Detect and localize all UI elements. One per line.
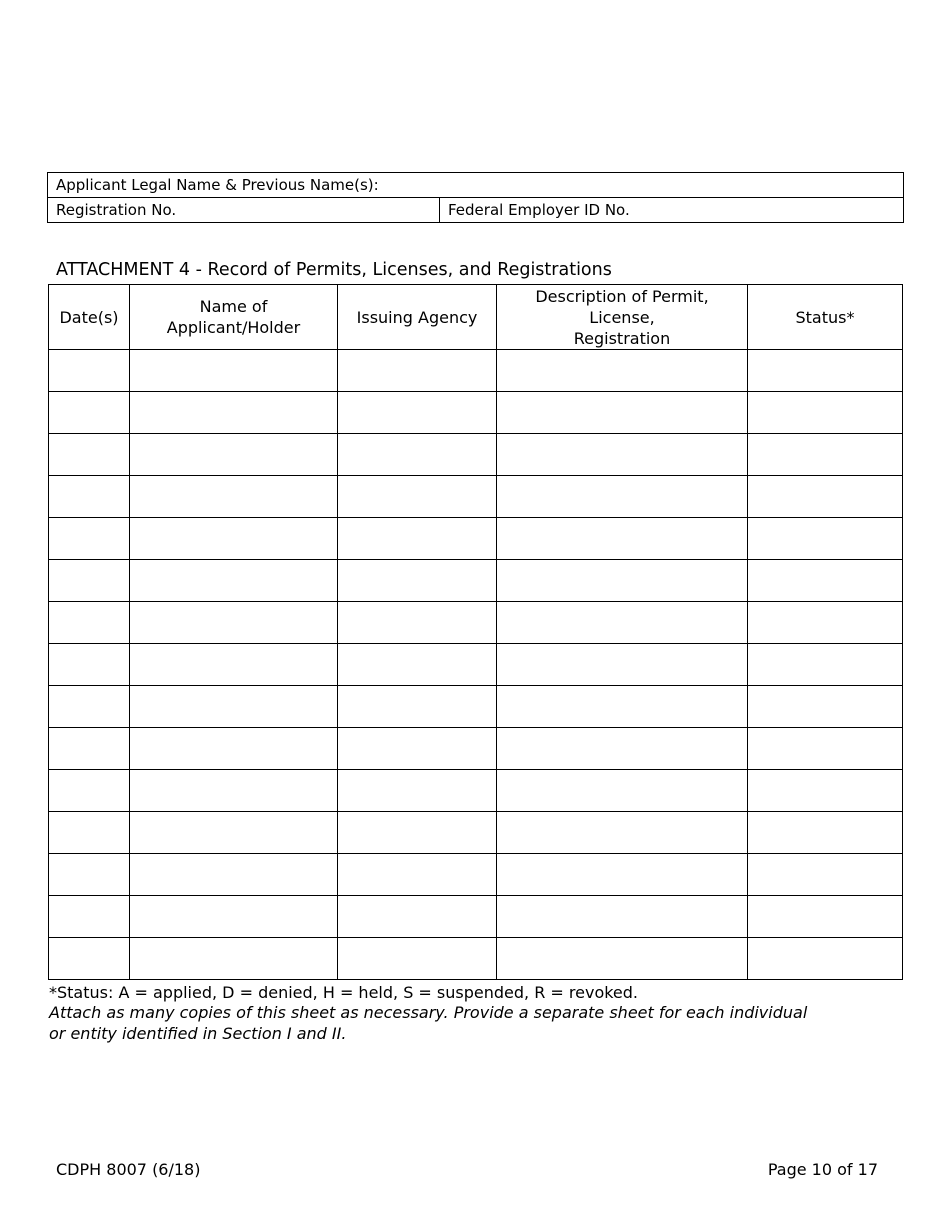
- registration-number-field[interactable]: [48, 198, 440, 223]
- cell-name[interactable]: [130, 770, 338, 812]
- column-header-description-line3: Registration: [573, 328, 671, 348]
- cell-name[interactable]: [130, 602, 338, 644]
- cell-agency[interactable]: [338, 938, 497, 980]
- cell-dates[interactable]: [49, 770, 130, 812]
- cell-dates[interactable]: [49, 812, 130, 854]
- cell-name[interactable]: [130, 560, 338, 602]
- cell-status[interactable]: [748, 392, 903, 434]
- cell-name[interactable]: [130, 686, 338, 728]
- column-header-description-line2: License,: [589, 307, 655, 327]
- cell-dates[interactable]: [49, 854, 130, 896]
- fein-field[interactable]: [440, 198, 904, 223]
- cell-dates[interactable]: [49, 560, 130, 602]
- legal-name-label: Applicant Legal Name & Previous Name(s):: [56, 176, 379, 194]
- status-footnote: *Status: A = applied, D = denied, H = held, S = suspended, R = revoked.: [49, 983, 639, 1002]
- cell-description[interactable]: [497, 476, 748, 518]
- cell-dates[interactable]: [49, 938, 130, 980]
- cell-description[interactable]: [497, 392, 748, 434]
- table-row: [49, 770, 903, 812]
- cell-name[interactable]: [130, 938, 338, 980]
- table-row: [49, 728, 903, 770]
- cell-dates[interactable]: [49, 434, 130, 476]
- cell-agency[interactable]: [338, 602, 497, 644]
- permits-table: [48, 284, 903, 980]
- table-row: [49, 434, 903, 476]
- cell-status[interactable]: [748, 560, 903, 602]
- cell-description[interactable]: [497, 560, 748, 602]
- instruction-note: [49, 1002, 919, 1044]
- cell-description[interactable]: [497, 518, 748, 560]
- cell-dates[interactable]: [49, 602, 130, 644]
- cell-dates[interactable]: [49, 392, 130, 434]
- legal-name-field[interactable]: [48, 173, 904, 198]
- cell-description[interactable]: [497, 812, 748, 854]
- column-header-description-line1: Description of Permit,: [535, 286, 709, 306]
- table-row: [49, 392, 903, 434]
- table-row: [49, 854, 903, 896]
- cell-dates[interactable]: [49, 350, 130, 392]
- cell-status[interactable]: [748, 770, 903, 812]
- cell-agency[interactable]: [338, 896, 497, 938]
- cell-status[interactable]: [748, 812, 903, 854]
- table-row: [49, 476, 903, 518]
- cell-agency[interactable]: [338, 350, 497, 392]
- form-id: CDPH 8007 (6/18): [56, 1160, 201, 1179]
- cell-agency[interactable]: [338, 434, 497, 476]
- cell-name[interactable]: [130, 434, 338, 476]
- column-header-status-label: Status*: [795, 307, 855, 327]
- cell-agency[interactable]: [338, 686, 497, 728]
- cell-description[interactable]: [497, 644, 748, 686]
- cell-name[interactable]: [130, 476, 338, 518]
- permit-rows: [49, 350, 903, 980]
- column-header-agency-label: Issuing Agency: [356, 307, 478, 327]
- registration-number-label: Registration No.: [56, 201, 177, 219]
- table-row: [49, 686, 903, 728]
- cell-description[interactable]: [497, 938, 748, 980]
- applicant-info-box: [47, 172, 904, 223]
- cell-status[interactable]: [748, 938, 903, 980]
- column-header-description: [497, 285, 748, 350]
- column-header-name: [130, 285, 338, 350]
- attachment-title: ATTACHMENT 4 - Record of Permits, Licenses, and Registrations: [56, 260, 612, 280]
- cell-description[interactable]: [497, 896, 748, 938]
- table-row: [49, 350, 903, 392]
- cell-status[interactable]: [748, 518, 903, 560]
- cell-name[interactable]: [130, 644, 338, 686]
- table-row: [49, 938, 903, 980]
- column-header-name-line1: Name of: [199, 297, 268, 316]
- cell-status[interactable]: [748, 602, 903, 644]
- table-row: [49, 896, 903, 938]
- cell-agency[interactable]: [338, 854, 497, 896]
- cell-dates[interactable]: [49, 728, 130, 770]
- column-header-name-line2: Applicant/Holder: [166, 318, 301, 337]
- cell-dates[interactable]: [49, 518, 130, 560]
- column-header-dates: [49, 285, 130, 350]
- cell-description[interactable]: [497, 728, 748, 770]
- cell-status[interactable]: [748, 350, 903, 392]
- instruction-note-line1: Attach as many copies of this sheet as necessary. Provide a separate sheet for each individual: [49, 1003, 808, 1022]
- cell-name[interactable]: [130, 896, 338, 938]
- cell-agency[interactable]: [338, 560, 497, 602]
- cell-status[interactable]: [748, 434, 903, 476]
- cell-agency[interactable]: [338, 812, 497, 854]
- cell-agency[interactable]: [338, 392, 497, 434]
- column-header-status: [748, 285, 903, 350]
- cell-description[interactable]: [497, 770, 748, 812]
- cell-name[interactable]: [130, 812, 338, 854]
- cell-dates[interactable]: [49, 686, 130, 728]
- cell-dates[interactable]: [49, 896, 130, 938]
- instruction-note-line2: or entity identified in Section I and II.: [49, 1024, 347, 1043]
- cell-dates[interactable]: [49, 644, 130, 686]
- cell-agency[interactable]: [338, 728, 497, 770]
- cell-agency[interactable]: [338, 476, 497, 518]
- cell-status[interactable]: [748, 644, 903, 686]
- page-number: Page 10 of 17: [767, 1160, 878, 1179]
- cell-status[interactable]: [748, 476, 903, 518]
- table-row: [49, 602, 903, 644]
- fein-label: Federal Employer ID No.: [448, 201, 630, 219]
- cell-description[interactable]: [497, 686, 748, 728]
- cell-status[interactable]: [748, 728, 903, 770]
- cell-status[interactable]: [748, 854, 903, 896]
- table-row: [49, 560, 903, 602]
- cell-name[interactable]: [130, 518, 338, 560]
- column-header-agency: [338, 285, 497, 350]
- cell-dates[interactable]: [49, 476, 130, 518]
- cell-agency[interactable]: [338, 518, 497, 560]
- cell-description[interactable]: [497, 350, 748, 392]
- cell-name[interactable]: [130, 728, 338, 770]
- cell-description[interactable]: [497, 434, 748, 476]
- cell-agency[interactable]: [338, 770, 497, 812]
- column-header-dates-label: Date(s): [59, 307, 119, 327]
- table-row: [49, 518, 903, 560]
- cell-name[interactable]: [130, 854, 338, 896]
- table-row: [49, 812, 903, 854]
- cell-description[interactable]: [497, 854, 748, 896]
- cell-status[interactable]: [748, 896, 903, 938]
- table-row: [49, 644, 903, 686]
- cell-agency[interactable]: [338, 644, 497, 686]
- table-header-row: [49, 285, 903, 350]
- cell-name[interactable]: [130, 350, 338, 392]
- cell-description[interactable]: [497, 602, 748, 644]
- cell-status[interactable]: [748, 686, 903, 728]
- cell-name[interactable]: [130, 392, 338, 434]
